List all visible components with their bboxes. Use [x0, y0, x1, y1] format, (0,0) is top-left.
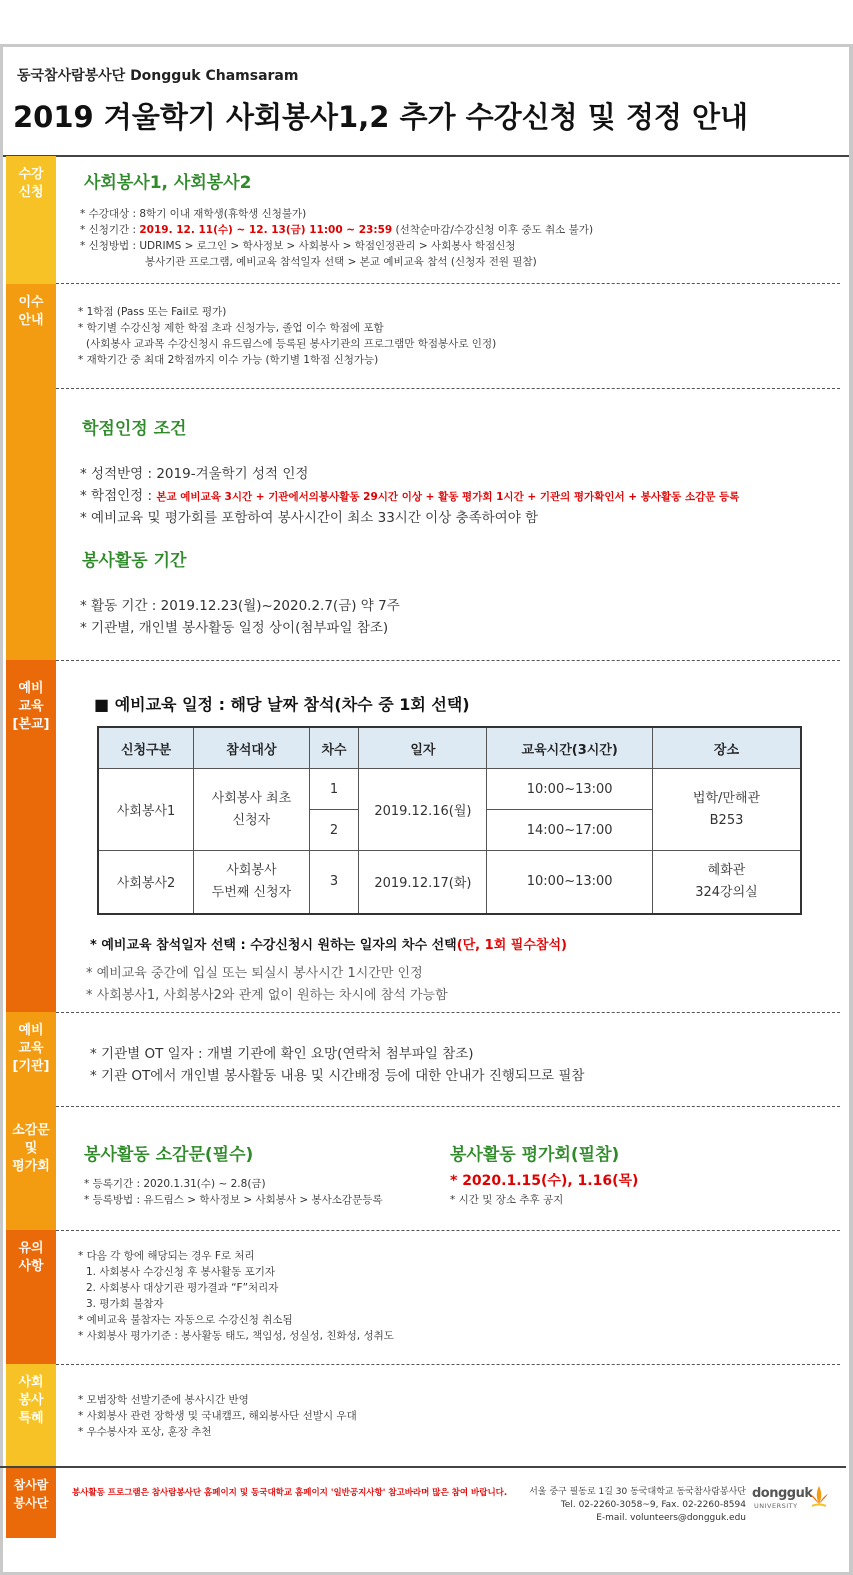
agency-ot-date: * 기관별 OT 일자 : 개별 기관에 확인 요망(연락처 첨부파일 참조) — [90, 1046, 474, 1062]
heading-courses: 사회봉사1, 사회봉사2 — [84, 173, 252, 193]
cell-time: 10:00~13:00 — [487, 769, 653, 810]
label-benefits: 사회 봉사 특혜 — [6, 1364, 56, 1466]
schedule-note-1: * 예비교육 참석일자 선택 : 수강신청시 원하는 일자의 차수 선택(단, 1회 필수참석) — [90, 938, 567, 953]
cell-session: 1 — [309, 769, 359, 810]
reg-target: * 수강대상 : 8학기 이내 재학생(휴학생 신청불가) — [80, 208, 307, 220]
heading-activity-period: 봉사활동 기간 — [82, 551, 187, 571]
schedule-note-3: * 사회봉사1, 사회봉사2와 관계 없이 원하는 차시에 참석 가능함 — [86, 988, 448, 1003]
section-completion — [0, 284, 846, 660]
caution-line: 1. 사회봉사 수강신청 후 봉사활동 포기자 — [86, 1266, 275, 1278]
credit-min-hours: * 예비교육 및 평가회를 포함하여 봉사시간이 최소 33시간 이상 충족하여야 함 — [80, 510, 539, 526]
th-type: 신청구분 — [98, 727, 194, 769]
cell-session: 2 — [309, 810, 359, 851]
reg-method: * 신청방법 : UDRIMS > 로그인 > 학사정보 > 사회봉사 > 학점인정관리 > 사회봉사 학점신청 — [80, 240, 516, 252]
caution-line: * 다음 각 항에 해당되는 경우 F로 처리 — [78, 1250, 255, 1262]
evaluation-note: * 시간 및 장소 추후 공지 — [450, 1194, 564, 1206]
dongguk-logo: dongguk UNIVERSITY — [752, 1484, 832, 1518]
caution-line: 2. 사회봉사 대상기관 평가결과 “F”처리자 — [86, 1282, 279, 1294]
th-place: 장소 — [652, 727, 801, 769]
th-session: 차수 — [309, 727, 359, 769]
footer-address: 서울 중구 필동로 1길 30 동국대학교 동국참사람봉사단 — [529, 1487, 746, 1497]
cell-date: 2019.12.16(월) — [359, 769, 487, 851]
cell-time: 14:00~17:00 — [487, 810, 653, 851]
cell-target: 사회봉사 최초 신청자 — [194, 769, 310, 851]
report-method: * 등록방법 : 유드림스 > 학사정보 > 사회봉사 > 봉사소감문등록 — [84, 1194, 383, 1206]
credit-grade: * 성적반영 : 2019-겨울학기 성적 인정 — [80, 466, 309, 482]
cell-type: 사회봉사2 — [98, 851, 194, 914]
schedule-note-2: * 예비교육 중간에 입실 또는 퇴실시 봉사시간 1시간만 인정 — [86, 966, 423, 981]
page-title: 2019 겨울학기 사회봉사1,2 추가 수강신청 및 정정 안내 — [13, 100, 749, 134]
cell-date: 2019.12.17(화) — [359, 851, 487, 914]
agency-ot-note: * 기관 OT에서 개인별 봉사활동 내용 및 시간배정 등에 대한 안내가 진행되므로 필참 — [90, 1068, 585, 1084]
reg-method-cont: 봉사기관 프로그램, 예비교육 참석일자 선택 > 본교 예비교육 참석 (신청자 전원 필참) — [145, 256, 537, 268]
schedule-heading: ■ 예비교육 일정 : 해당 날짜 참석(차수 중 1회 선택) — [94, 695, 470, 714]
section-registration — [0, 156, 846, 284]
footer-email: E-mail. volunteers@dongguk.edu — [596, 1513, 746, 1523]
completion-line-4: * 재학기간 중 최대 2학점까지 이수 가능 (학기별 1학점 신청가능) — [78, 354, 379, 366]
th-date: 일자 — [359, 727, 487, 769]
section-report-evaluation — [0, 1106, 846, 1230]
footer-contact — [529, 1486, 746, 1525]
table-row — [98, 769, 801, 810]
label-report-evaluation: 소감문 및 평가회 — [6, 1106, 56, 1230]
th-time: 교육시간(3시간) — [487, 727, 653, 769]
schedule-table — [97, 726, 802, 915]
section-pre-education-agency — [0, 1012, 846, 1106]
caution-line: * 예비교육 불참자는 자동으로 수강신청 취소됨 — [78, 1314, 293, 1326]
caution-line: 3. 평가회 불참자 — [86, 1298, 164, 1310]
th-target: 참석대상 — [194, 727, 310, 769]
cell-type: 사회봉사1 — [98, 769, 194, 851]
heading-report: 봉사활동 소감문(필수) — [84, 1145, 254, 1165]
divider — [56, 388, 840, 389]
heading-evaluation: 봉사활동 평가회(필참) — [450, 1145, 620, 1165]
credit-requirement: * 학점인정 : 본교 예비교육 3시간 + 기관에서의봉사활동 29시간 이상 + 활동 평가회 1시간 + 기관의 평가확인서 + 봉사활동 소감문 등록 — [80, 488, 740, 504]
cell-place: 혜화관 324강의실 — [652, 851, 801, 914]
footer-tel: Tel. 02-2260-3058~9, Fax. 02-2260-8594 — [560, 1500, 746, 1510]
caution-line: * 사회봉사 평가기준 : 봉사활동 태도, 책임성, 성실성, 친화성, 성취도 — [78, 1330, 394, 1342]
evaluation-dates: * 2020.1.15(수), 1.16(목) — [450, 1173, 639, 1189]
report-period: * 등록기간 : 2020.1.31(수) ~ 2.8(금) — [84, 1178, 266, 1190]
label-pre-education-agency: 예비 교육 [기관] — [6, 1012, 56, 1106]
benefit-line: * 모범장학 선발기준에 봉사시간 반영 — [78, 1394, 249, 1406]
section-caution — [0, 1230, 846, 1364]
reg-period: * 신청기간 : 2019. 12. 11(수) ~ 12. 13(금) 11:00 ~ 23:59 (선착순마감/수강신청 이후 중도 취소 불가) — [80, 224, 594, 236]
lotus-logo-icon — [808, 1484, 830, 1510]
label-footer: 참사람 봉사단 — [6, 1468, 56, 1538]
activity-schedule-note: * 기관별, 개인별 봉사활동 일정 상이(첨부파일 참조) — [80, 620, 389, 636]
heading-credit-conditions: 학점인정 조건 — [82, 419, 187, 439]
reg-period-date: 2019. 12. 11(수) ~ 12. 13(금) 11:00 ~ 23:59 — [139, 224, 393, 236]
cell-place: 법학/만해관 B253 — [652, 769, 801, 851]
label-completion: 이수 안내 — [6, 284, 56, 660]
label-caution: 유의 사항 — [6, 1230, 56, 1364]
completion-line-3: (사회봉사 교과목 수강신청시 유드림스에 등록된 봉사기관의 프로그램만 학점봉사로 인정) — [86, 338, 497, 350]
benefit-line: * 사회봉사 관련 장학생 및 국내캠프, 해외봉사단 선발시 우대 — [78, 1410, 357, 1422]
table-row — [98, 851, 801, 914]
footer-notice: 봉사활동 프로그램은 참사람봉사단 홈페이지 및 동국대학교 홈페이지 '일반공지사항' 참고바라며 많은 참여 바랍니다. — [72, 1488, 508, 1498]
section-benefits — [0, 1364, 846, 1466]
cell-time: 10:00~13:00 — [487, 851, 653, 914]
cell-session: 3 — [309, 851, 359, 914]
org-name: 동국참사람봉사단 Dongguk Chamsaram — [17, 68, 299, 84]
completion-line-1: * 1학점 (Pass 또는 Fail로 평가) — [78, 306, 227, 318]
completion-line-2: * 학기별 수강신청 제한 학점 초과 신청가능, 졸업 이수 학점에 포함 — [78, 322, 384, 334]
label-pre-education-school: 예비 교육 [본교] — [6, 660, 56, 1012]
benefit-line: * 우수봉사자 포상, 훈장 추천 — [78, 1426, 212, 1438]
cell-target: 사회봉사 두번째 신청자 — [194, 851, 310, 914]
section-footer — [0, 1466, 846, 1538]
activity-period: * 활동 기간 : 2019.12.23(월)~2020.2.7(금) 약 7주 — [80, 598, 400, 614]
table-header-row — [98, 727, 801, 769]
label-registration: 수강 신청 — [6, 156, 56, 284]
